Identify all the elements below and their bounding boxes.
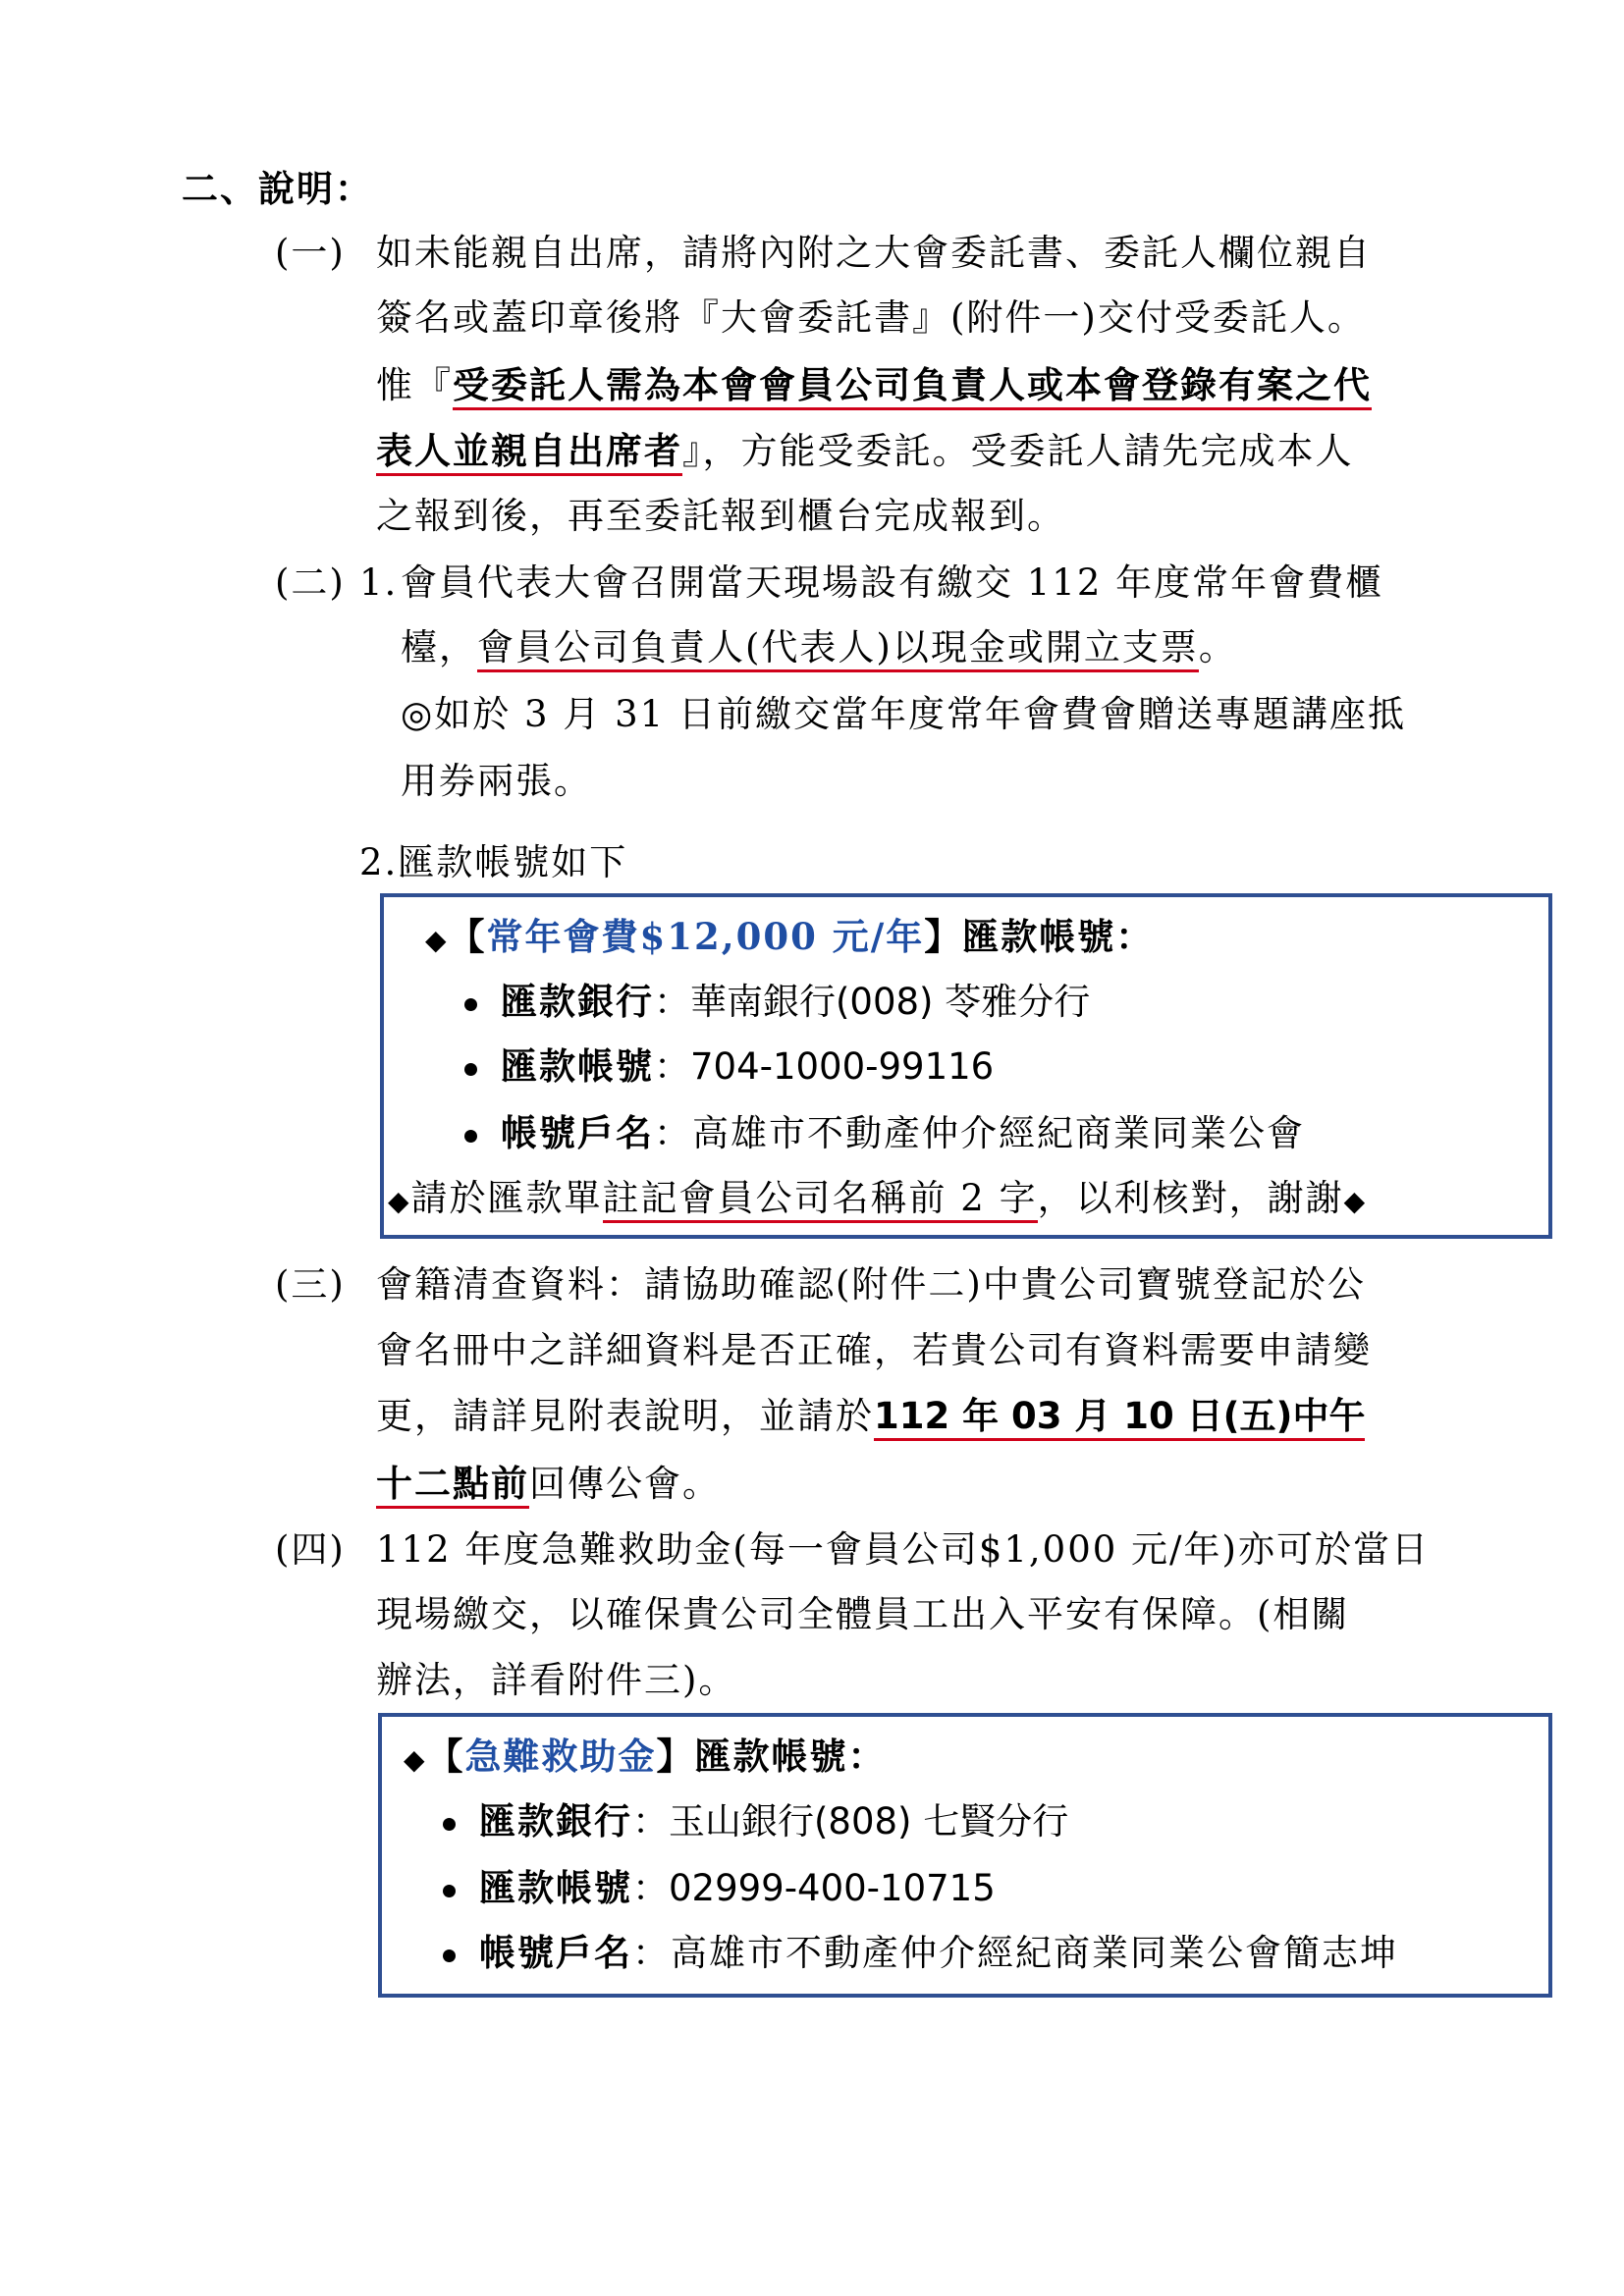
box1-bank-row: 匯款銀行：華南銀行(008) 苓雅分行 — [464, 980, 1090, 1024]
box1-heading-emphasis: 常年會費$12,000 元/年 — [486, 915, 925, 958]
box1-footer-emphasis: 註記會員公司名稱前 2 字 — [603, 1177, 1038, 1223]
item2-note-line1: ◎如於 3 月 31 日前繳交當年度常年會費會贈送專題講座抵 — [401, 693, 1406, 735]
box1-heading: ◆【常年會費$12,000 元/年】匯款帳號： — [425, 915, 1154, 962]
diamond-icon: ◆ — [404, 1742, 427, 1776]
item4-line1: 112 年度急難救助金(每一會員公司$1,000 元/年)亦可於當日 — [376, 1528, 1430, 1571]
box2-heading: ◆【急難救助金】匯款帳號： — [404, 1735, 887, 1782]
bullet-icon — [464, 998, 477, 1011]
box1-account-row: 匯款帳號：704-1000-99116 — [464, 1044, 994, 1089]
box2-account-row: 匯款帳號：02999-400-10715 — [443, 1866, 996, 1910]
item1-line3: 惟『受委託人需為本會會員公司負責人或本會登錄有案之代 — [376, 363, 1372, 407]
item3-line4: 十二點前回傳公會。 — [376, 1462, 721, 1506]
box2-bank-row: 匯款銀行：玉山銀行(808) 七賢分行 — [443, 1799, 1068, 1843]
item3-emphasis-a: 112 年 03 月 10 日(五)中午 — [874, 1395, 1365, 1441]
item3-marker: (三) — [275, 1263, 346, 1306]
item3-line2: 會名冊中之詳細資料是否正確，若貴公司有資料需要申請變 — [376, 1329, 1372, 1371]
box1-name-row: 帳號戶名：高雄市不動產仲介經紀商業同業公會 — [464, 1111, 1305, 1155]
diamond-icon: ◆ — [425, 923, 449, 956]
item2-sub1-line1: 會員代表大會召開當天現場設有繳交 112 年度常年會費櫃 — [401, 561, 1384, 604]
box2-heading-emphasis: 急難救助金 — [464, 1735, 657, 1778]
item2-emphasis: 會員公司負責人(代表人)以現金或開立支票 — [477, 626, 1199, 672]
item2-sub2: 2.匯款帳號如下 — [359, 841, 628, 883]
item1-line5: 之報到後，再至委託報到櫃台完成報到。 — [376, 495, 1065, 537]
bullet-icon — [464, 1130, 477, 1143]
item3-line1: 會籍清查資料：請協助確認(附件二)中貴公司寶號登記於公 — [376, 1263, 1366, 1306]
item2-sub1-line2: 檯，會員公司負責人(代表人)以現金或開立支票。 — [401, 626, 1237, 669]
item4-line2: 現場繳交，以確保貴公司全體員工出入平安有保障。(相關 — [376, 1593, 1350, 1635]
item4-line3: 辦法，詳看附件三)。 — [376, 1659, 737, 1701]
item2-note-line2: 用券兩張。 — [401, 760, 592, 802]
box2-name-row: 帳號戶名：高雄市不動產仲介經紀商業同業公會簡志坤 — [443, 1931, 1398, 1975]
diamond-icon: ◆ — [1343, 1184, 1368, 1217]
bullet-icon — [464, 1063, 477, 1076]
item1-marker: (一) — [275, 232, 346, 274]
item1-emphasis-b: 表人並親自出席者 — [376, 429, 682, 476]
item1-line2: 簽名或蓋印章後將『大會委託書』(附件一)交付受委託人。 — [376, 296, 1366, 339]
item1-emphasis-a: 受委託人需為本會會員公司負責人或本會登錄有案之代 — [453, 363, 1372, 410]
bullet-icon — [443, 1818, 456, 1831]
item3-emphasis-b: 十二點前 — [376, 1462, 529, 1509]
diamond-icon: ◆ — [388, 1184, 411, 1217]
item1-line4: 表人並親自出席者』，方能受委託。受委託人請先完成本人 — [376, 429, 1354, 473]
item2-marker: (二) — [275, 561, 346, 604]
box1-footer: ◆請於匯款單註記會員公司名稱前 2 字，以利核對，謝謝◆ — [388, 1177, 1367, 1223]
item2-sub1-num: 1. — [359, 561, 399, 604]
item1-line1: 如未能親自出席，請將內附之大會委託書、委託人欄位親自 — [376, 232, 1372, 274]
membership-fee-box — [380, 893, 1552, 1239]
item3-line3: 更，請詳見附表說明，並請於112 年 03 月 10 日(五)中午 — [376, 1395, 1365, 1438]
bullet-icon — [443, 1949, 456, 1962]
item4-marker: (四) — [275, 1528, 346, 1571]
relief-fund-box — [378, 1713, 1552, 1998]
bullet-icon — [443, 1885, 456, 1897]
section-title: 二、說明： — [182, 167, 373, 210]
